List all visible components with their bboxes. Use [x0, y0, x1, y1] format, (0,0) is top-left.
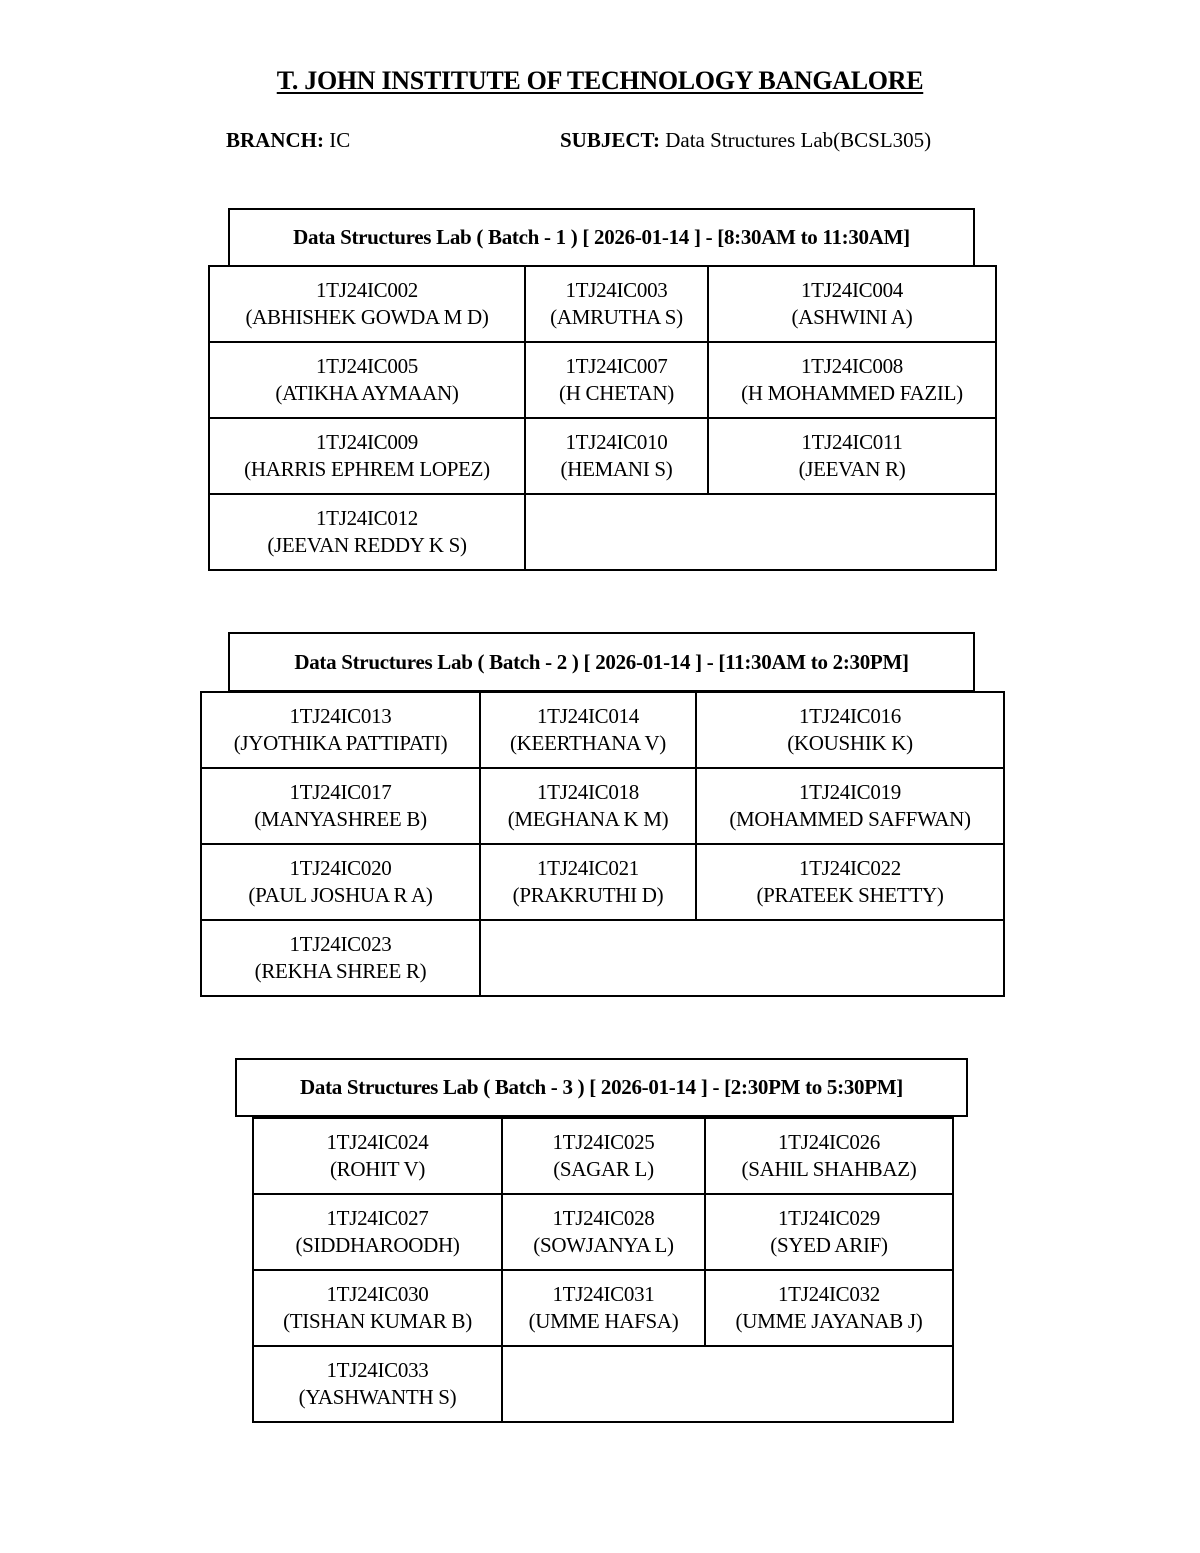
student-id: 1TJ24IC029 [777, 1206, 880, 1230]
student-cell [201, 920, 480, 996]
table-row [201, 692, 1004, 768]
empty-cell [480, 920, 1004, 996]
student-name: (KEERTHANA V) [509, 731, 667, 755]
student-id: 1TJ24IC030 [326, 1282, 429, 1306]
student-id: 1TJ24IC009 [315, 430, 418, 454]
student-cell [480, 768, 696, 844]
student-cell [480, 692, 696, 768]
student-id: 1TJ24IC008 [800, 354, 903, 378]
student-id: 1TJ24IC025 [552, 1130, 655, 1154]
student-name: (JEEVAN R) [798, 457, 906, 481]
student-id: 1TJ24IC023 [289, 932, 392, 956]
table-row [253, 1194, 953, 1270]
student-id: 1TJ24IC022 [798, 856, 901, 880]
student-name: (UMME HAFSA) [528, 1309, 679, 1333]
table-row [209, 494, 996, 570]
student-name: (JYOTHIKA PATTIPATI) [233, 731, 448, 755]
student-cell [708, 342, 996, 418]
student-cell [502, 1194, 705, 1270]
student-cell [209, 266, 525, 342]
table-row [253, 1270, 953, 1346]
student-name: (MANYASHREE B) [254, 807, 427, 831]
student-name: (H CHETAN) [559, 381, 674, 405]
table-row [201, 920, 1004, 996]
student-id: 1TJ24IC016 [798, 704, 901, 728]
document-title: T. JOHN INSTITUTE OF TECHNOLOGY BANGALORE [276, 66, 924, 95]
student-id: 1TJ24IC011 [801, 430, 903, 454]
branch-label: BRANCH: [226, 128, 324, 152]
table-row [209, 418, 996, 494]
student-name: (SAGAR L) [553, 1157, 654, 1181]
student-cell [209, 418, 525, 494]
student-cell [209, 494, 525, 570]
student-name: (SAHIL SHAHBAZ) [741, 1157, 917, 1181]
subject-line [560, 128, 931, 153]
student-id: 1TJ24IC012 [315, 506, 418, 530]
student-id: 1TJ24IC032 [777, 1282, 880, 1306]
student-name: (SIDDHAROODH) [295, 1233, 460, 1257]
student-cell [201, 692, 480, 768]
student-cell [253, 1118, 502, 1194]
batch-1-table [208, 265, 997, 571]
student-cell [708, 418, 996, 494]
student-cell [525, 418, 708, 494]
student-cell [705, 1194, 953, 1270]
student-name: (MEGHANA K M) [507, 807, 669, 831]
student-cell [502, 1270, 705, 1346]
student-id: 1TJ24IC014 [536, 704, 639, 728]
student-name: (ROHIT V) [329, 1157, 426, 1181]
student-cell [253, 1346, 502, 1422]
student-id: 1TJ24IC010 [565, 430, 668, 454]
student-cell [201, 768, 480, 844]
student-id: 1TJ24IC024 [326, 1130, 429, 1154]
student-id: 1TJ24IC031 [552, 1282, 655, 1306]
student-id: 1TJ24IC027 [326, 1206, 429, 1230]
student-name: (YASHWANTH S) [298, 1385, 457, 1409]
student-id: 1TJ24IC021 [536, 856, 639, 880]
student-name: (REKHA SHREE R) [254, 959, 427, 983]
student-name: (SYED ARIF) [770, 1233, 888, 1257]
student-id: 1TJ24IC004 [800, 278, 903, 302]
student-id: 1TJ24IC017 [289, 780, 392, 804]
table-row [253, 1118, 953, 1194]
student-name: (PRATEEK SHETTY) [756, 883, 944, 907]
empty-cell [502, 1346, 953, 1422]
student-name: (KOUSHIK K) [787, 731, 913, 755]
student-id: 1TJ24IC007 [565, 354, 668, 378]
student-id: 1TJ24IC003 [565, 278, 668, 302]
student-name: (HEMANI S) [560, 457, 673, 481]
student-name: (AMRUTHA S) [550, 305, 683, 329]
batch-2-table [200, 691, 1005, 997]
student-cell [502, 1118, 705, 1194]
student-id: 1TJ24IC028 [552, 1206, 655, 1230]
branch-value: IC [329, 128, 351, 152]
student-name: (ASHWINI A) [791, 305, 913, 329]
student-cell [253, 1194, 502, 1270]
student-id: 1TJ24IC018 [536, 780, 639, 804]
batch-1-header: Data Structures Lab ( Batch - 1 ) [ 2026-01-14 ] - [8:30AM to 11:30AM] [228, 208, 975, 267]
table-row [253, 1346, 953, 1422]
student-cell [696, 844, 1004, 920]
student-cell [705, 1118, 953, 1194]
student-cell [201, 844, 480, 920]
student-cell [209, 342, 525, 418]
student-name: (ABHISHEK GOWDA M D) [245, 305, 489, 329]
student-id: 1TJ24IC013 [289, 704, 392, 728]
student-name: (ATIKHA AYMAAN) [275, 381, 459, 405]
student-cell [525, 266, 708, 342]
student-cell [480, 844, 696, 920]
student-cell [708, 266, 996, 342]
student-cell [696, 692, 1004, 768]
branch-line [226, 128, 350, 153]
empty-cell [525, 494, 996, 570]
student-name: (UMME JAYANAB J) [735, 1309, 923, 1333]
student-name: (PRAKRUTHI D) [512, 883, 664, 907]
student-name: (SOWJANYA L) [533, 1233, 674, 1257]
batch-2-header: Data Structures Lab ( Batch - 2 ) [ 2026-01-14 ] - [11:30AM to 2:30PM] [228, 632, 975, 692]
student-id: 1TJ24IC019 [798, 780, 901, 804]
table-row [209, 266, 996, 342]
table-row [201, 768, 1004, 844]
student-name: (JEEVAN REDDY K S) [267, 533, 467, 557]
student-cell [705, 1270, 953, 1346]
student-cell [525, 342, 708, 418]
student-id: 1TJ24IC005 [315, 354, 418, 378]
batch-3-header: Data Structures Lab ( Batch - 3 ) [ 2026-01-14 ] - [2:30PM to 5:30PM] [235, 1058, 968, 1117]
student-id: 1TJ24IC020 [289, 856, 392, 880]
student-id: 1TJ24IC026 [777, 1130, 880, 1154]
student-cell [696, 768, 1004, 844]
subject-value: Data Structures Lab(BCSL305) [665, 128, 932, 152]
student-name: (HARRIS EPHREM LOPEZ) [244, 457, 490, 481]
student-cell [253, 1270, 502, 1346]
student-id: 1TJ24IC002 [315, 278, 418, 302]
table-row [201, 844, 1004, 920]
student-name: (MOHAMMED SAFFWAN) [729, 807, 971, 831]
student-id: 1TJ24IC033 [326, 1358, 429, 1382]
subject-label: SUBJECT: [560, 128, 660, 152]
batch-3-table [252, 1117, 954, 1423]
table-row [209, 342, 996, 418]
student-name: (H MOHAMMED FAZIL) [741, 381, 963, 405]
student-name: (PAUL JOSHUA R A) [248, 883, 433, 907]
student-name: (TISHAN KUMAR B) [283, 1309, 472, 1333]
